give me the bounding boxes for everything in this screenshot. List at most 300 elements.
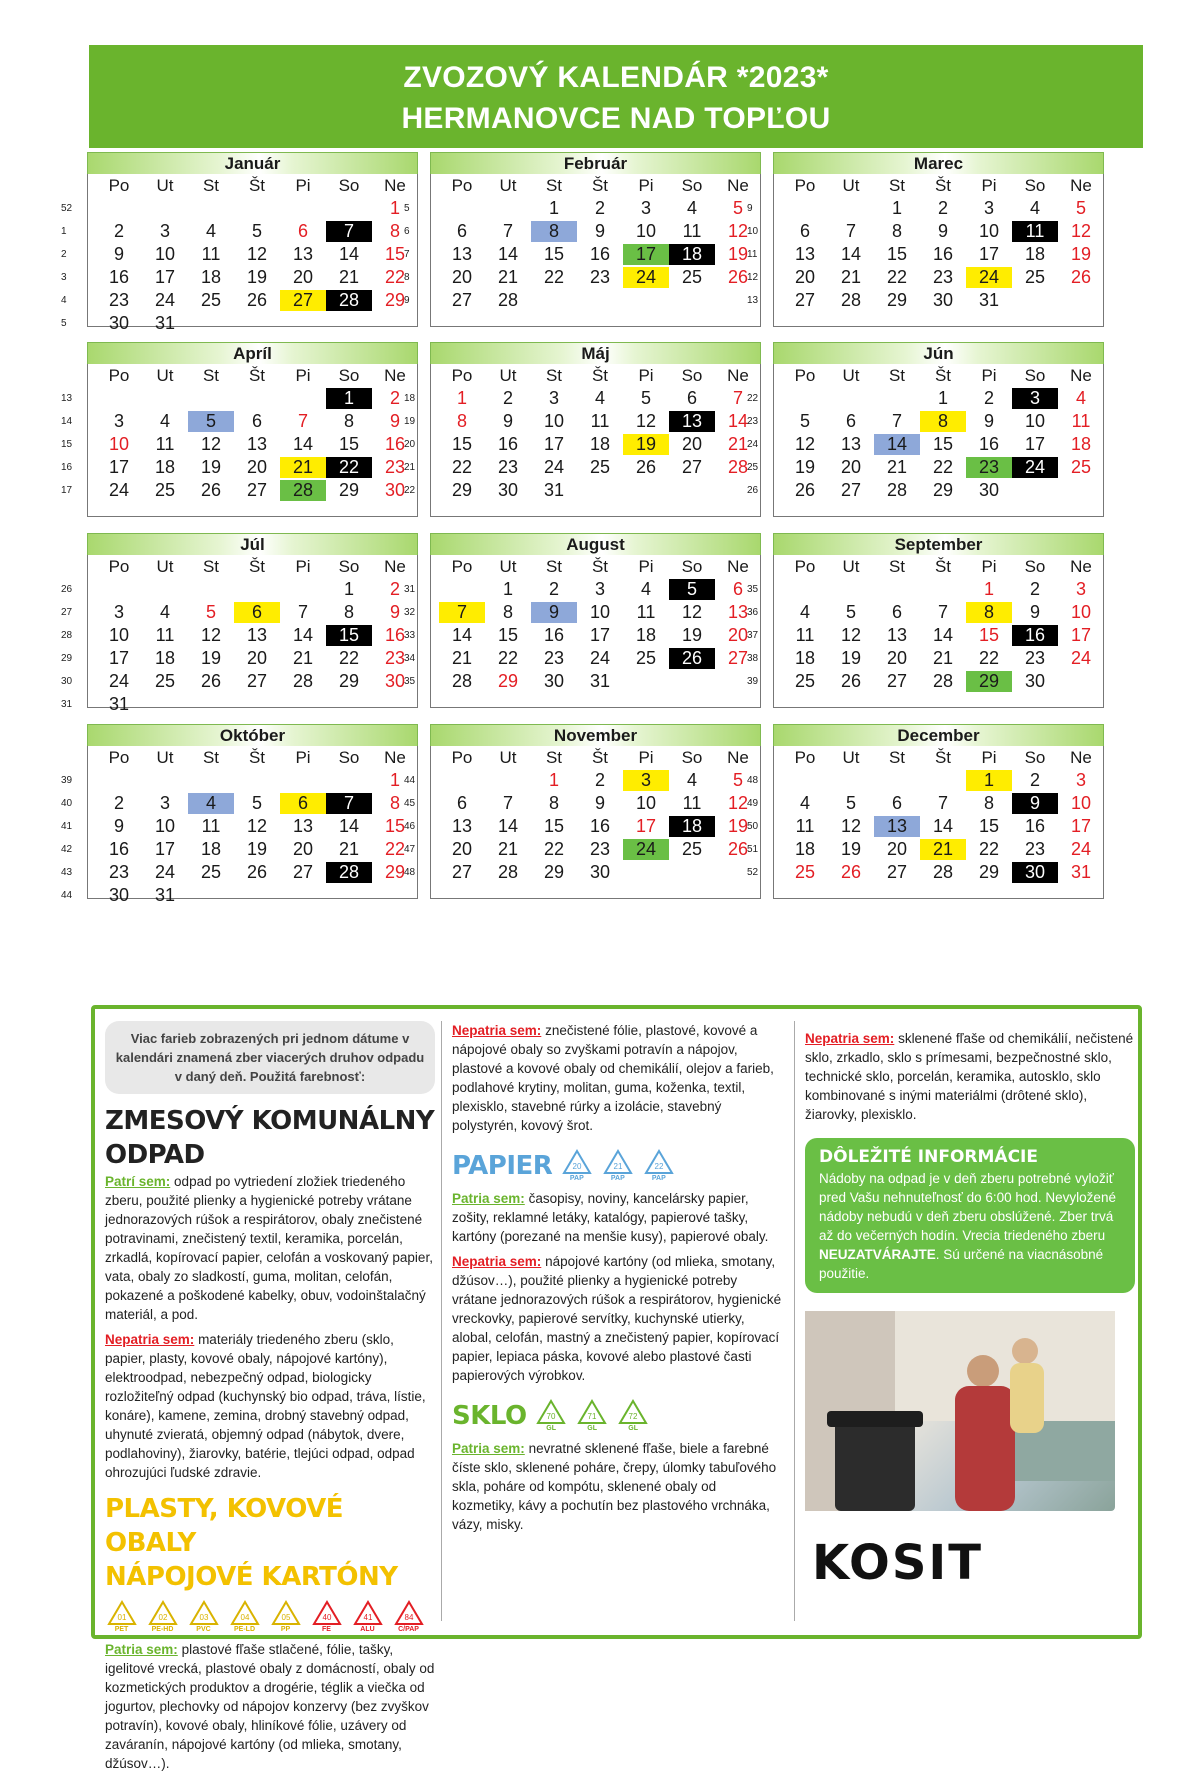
day-cell: 16 xyxy=(108,839,130,859)
weekday-label: Št xyxy=(248,557,266,576)
day-cell: 6 xyxy=(891,793,902,813)
week-row xyxy=(774,456,1103,479)
day-cell: 4 xyxy=(594,388,605,408)
day-cell: 13 xyxy=(246,434,268,454)
empty-cell xyxy=(234,579,280,600)
week-number: 17 xyxy=(61,485,73,496)
day-cell: 5 xyxy=(640,388,651,408)
empty-cell xyxy=(828,770,874,791)
day-cell: 6 xyxy=(732,579,743,599)
family-photo xyxy=(805,1311,1115,1511)
weekday-header-row xyxy=(88,555,417,578)
recycle-triangle-icon xyxy=(271,1600,301,1626)
day-cell: 2 xyxy=(113,221,124,241)
weekday-label: St xyxy=(888,366,906,385)
week-row xyxy=(88,601,417,624)
day-cell: 20 xyxy=(246,457,268,477)
day-cell: 14 xyxy=(932,816,954,836)
day-cell: 8 xyxy=(920,411,966,432)
day-cell: 27 xyxy=(727,648,749,668)
day-cell: 29 xyxy=(966,671,1012,692)
recycling-code-label: GL xyxy=(587,1425,597,1432)
day-cell: 11 xyxy=(155,625,175,645)
day-cell: 17 xyxy=(108,648,130,668)
empty-cell xyxy=(326,313,372,334)
week-row xyxy=(88,769,417,792)
day-cell: 15 xyxy=(543,816,565,836)
day-cell: 6 xyxy=(799,221,810,241)
day-cell: 25 xyxy=(794,862,816,882)
day-cell: 25 xyxy=(681,267,703,287)
day-cell: 10 xyxy=(978,221,1000,241)
weekday-label: Pi xyxy=(981,557,997,576)
komunal-heading xyxy=(105,1104,435,1172)
day-cell: 4 xyxy=(159,411,170,431)
day-cell: 24 xyxy=(966,267,1012,288)
day-cell: 26 xyxy=(727,839,749,859)
day-cell: 1 xyxy=(326,388,372,409)
empty-cell xyxy=(439,198,485,219)
day-cell: 21 xyxy=(920,839,966,860)
day-cell: 14 xyxy=(840,244,862,264)
week-row xyxy=(431,289,760,312)
weekday-label: Po xyxy=(108,176,130,195)
week-number: 11 xyxy=(747,249,758,260)
day-cell: 27 xyxy=(246,671,268,691)
komunal-heading-line1: ZMESOVÝ KOMUNÁLNY xyxy=(105,1106,435,1136)
day-cell: 23 xyxy=(497,457,519,477)
weekday-label: Pi xyxy=(981,748,997,767)
day-cell: 25 xyxy=(154,480,176,500)
day-cell: 3 xyxy=(594,579,605,599)
day-cell: 30 xyxy=(543,671,565,691)
recycle-triangle-icon xyxy=(230,1600,260,1626)
day-cell: 27 xyxy=(280,290,326,311)
day-cell: 15 xyxy=(978,816,1000,836)
month-grid xyxy=(87,174,418,333)
day-cell: 18 xyxy=(1070,434,1092,454)
weekday-label: Pi xyxy=(295,366,311,385)
day-cell: 8 xyxy=(983,793,994,813)
day-cell: 2 xyxy=(594,770,605,790)
day-cell: 1 xyxy=(502,579,513,599)
week-number: 49 xyxy=(747,798,759,809)
day-cell: 29 xyxy=(338,480,360,500)
recycling-code-number: 71 xyxy=(587,1412,597,1421)
allowed-label: Patria sem: xyxy=(452,1191,525,1206)
week-number: 31 xyxy=(404,584,416,595)
day-cell: 11 xyxy=(201,244,221,264)
week-row xyxy=(431,220,760,243)
empty-cell xyxy=(372,885,418,906)
week-row xyxy=(431,838,760,861)
empty-cell xyxy=(782,198,828,219)
week-row xyxy=(88,289,417,312)
weekday-label: Ut xyxy=(156,176,174,195)
day-cell: 5 xyxy=(845,793,856,813)
day-cell: 16 xyxy=(384,625,406,645)
week-row xyxy=(774,838,1103,861)
day-cell: 7 xyxy=(439,602,485,623)
day-cell: 23 xyxy=(108,290,130,310)
empty-cell xyxy=(1058,290,1104,311)
day-cell: 22 xyxy=(932,457,954,477)
week-number: 40 xyxy=(61,798,73,809)
day-cell: 5 xyxy=(799,411,810,431)
week-row xyxy=(431,624,760,647)
day-cell: 5 xyxy=(1075,198,1086,218)
day-cell: 13 xyxy=(727,602,749,622)
column-divider xyxy=(441,1021,442,1621)
day-cell: 26 xyxy=(200,480,222,500)
day-cell: 19 xyxy=(1070,244,1092,264)
week-row xyxy=(88,220,417,243)
day-cell: 17 xyxy=(978,244,1000,264)
weekday-label: Št xyxy=(591,748,609,767)
day-cell: 28 xyxy=(497,290,519,310)
day-cell: 20 xyxy=(794,267,816,287)
day-cell: 19 xyxy=(200,648,222,668)
day-cell: 13 xyxy=(874,816,920,837)
day-cell: 19 xyxy=(794,457,816,477)
day-cell: 7 xyxy=(326,221,372,242)
weekday-label: Št xyxy=(934,557,952,576)
papier-not-allowed-text: nápojové kartóny (od mlieka, smotany, džúsov…), použité plienky a hygienické potreby vrátane jednorazových rúšok a respirátorov, hygienické vreckovky, papierové servítky, kuchynské utierky, alobal, celofán, mastný a znečistený papier, kopírovací papier, lepiaca páska, kovové alebo plastové časti papierových výrobkov. xyxy=(452,1254,782,1383)
day-cell: 6 xyxy=(456,221,467,241)
weekday-label: Po xyxy=(794,557,816,576)
weekday-label: Ne xyxy=(1070,366,1092,385)
day-cell: 31 xyxy=(154,885,176,905)
day-cell: 3 xyxy=(159,793,170,813)
day-cell: 10 xyxy=(108,434,130,454)
weekday-header-row xyxy=(88,174,417,197)
recycling-code-icon xyxy=(392,1600,425,1634)
day-cell: 25 xyxy=(200,290,222,310)
day-cell: 5 xyxy=(205,602,216,622)
info-column-1 xyxy=(105,1009,435,1773)
day-cell: 15 xyxy=(497,625,519,645)
day-cell: 16 xyxy=(1012,625,1058,646)
day-cell: 9 xyxy=(983,411,994,431)
day-cell: 7 xyxy=(502,793,513,813)
day-cell: 11 xyxy=(590,411,610,431)
recycling-code-icon xyxy=(228,1600,261,1634)
month-grid xyxy=(773,174,1104,327)
recycle-triangle-icon xyxy=(312,1600,342,1626)
week-row xyxy=(431,387,760,410)
week-row xyxy=(431,479,760,502)
plasty-recycling-codes xyxy=(105,1600,425,1634)
weekday-label: Pi xyxy=(638,557,654,576)
weekday-label: Pi xyxy=(638,176,654,195)
day-cell: 13 xyxy=(292,816,314,836)
empty-cell xyxy=(188,313,234,334)
day-cell: 20 xyxy=(840,457,862,477)
month-name: Máj xyxy=(430,342,761,364)
day-cell: 5 xyxy=(732,770,743,790)
day-cell: 28 xyxy=(326,862,372,883)
sklo-heading: SKLO xyxy=(452,1401,527,1431)
empty-cell xyxy=(96,770,142,791)
day-cell: 12 xyxy=(635,411,657,431)
weekday-label: Pi xyxy=(638,748,654,767)
important-info-text xyxy=(819,1169,1121,1283)
day-cell: 4 xyxy=(188,793,234,814)
week-row xyxy=(431,243,760,266)
recycling-code-number: 04 xyxy=(240,1613,249,1622)
month-name: Február xyxy=(430,152,761,174)
empty-cell xyxy=(280,579,326,600)
month-grid xyxy=(430,746,761,899)
day-cell: 14 xyxy=(874,434,920,455)
weekday-label: Pi xyxy=(295,176,311,195)
week-number: 45 xyxy=(404,798,416,809)
day-cell: 30 xyxy=(384,671,406,691)
month-calendar xyxy=(747,342,1105,517)
week-row xyxy=(774,601,1103,624)
week-row xyxy=(431,456,760,479)
week-number: 10 xyxy=(747,226,759,237)
recycling-code-icon xyxy=(351,1600,384,1634)
day-cell: 30 xyxy=(978,480,1000,500)
day-cell: 11 xyxy=(636,602,656,622)
week-row xyxy=(774,197,1103,220)
week-number: 5 xyxy=(404,203,410,214)
day-cell: 22 xyxy=(978,839,1000,859)
recycle-triangle-icon xyxy=(536,1399,566,1425)
weekday-label: So xyxy=(1024,748,1046,767)
day-cell: 12 xyxy=(200,434,222,454)
weekday-label: Ne xyxy=(727,748,749,767)
week-number: 8 xyxy=(404,272,410,283)
day-cell: 16 xyxy=(384,434,406,454)
day-cell: 22 xyxy=(497,648,519,668)
empty-cell xyxy=(623,862,669,883)
day-cell: 16 xyxy=(978,434,1000,454)
weekday-header-row xyxy=(774,555,1103,578)
week-number: 3 xyxy=(61,272,67,283)
day-cell: 10 xyxy=(154,244,176,264)
day-cell: 28 xyxy=(280,480,326,501)
day-cell: 30 xyxy=(1024,671,1046,691)
day-cell: 17 xyxy=(108,457,130,477)
komunal-allowed-text: odpad po vytriedení zložiek triedeného zberu, použité plienky a hygienické potreby vrátane jednorazových rúšok a respirátorov, obaly znečistené potravinami, znečistený textil, keramika, porcelán, zrkadlá, kopírovací papier, celofán a voskovaný papier, vata, obaly zo sladkostí, guma, molitan, celofán, pokazené a poškodené kabelky, obuv, vodoinštalačný materiál, a pod. xyxy=(105,1174,433,1322)
plasty-heading xyxy=(105,1492,435,1594)
weekday-label: Št xyxy=(248,366,266,385)
month-grid xyxy=(773,746,1104,899)
day-cell: 26 xyxy=(840,862,862,882)
day-cell: 18 xyxy=(794,648,816,668)
empty-cell xyxy=(372,313,418,334)
day-cell: 1 xyxy=(548,198,559,218)
month-name: December xyxy=(773,724,1104,746)
empty-cell xyxy=(96,388,142,409)
day-cell: 26 xyxy=(200,671,222,691)
day-cell: 15 xyxy=(932,434,954,454)
recycling-code-number: 05 xyxy=(281,1613,290,1622)
recycling-code-number: 84 xyxy=(404,1613,413,1622)
day-cell: 11 xyxy=(1012,221,1058,242)
day-cell: 4 xyxy=(205,221,216,241)
month-calendar xyxy=(747,533,1105,708)
recycle-triangle-icon xyxy=(394,1600,424,1626)
weekday-label: Ne xyxy=(1070,748,1092,767)
day-cell: 20 xyxy=(292,267,314,287)
month-calendar xyxy=(747,152,1105,327)
day-cell: 14 xyxy=(338,816,360,836)
column-divider xyxy=(794,1021,795,1621)
day-cell: 3 xyxy=(113,411,124,431)
weekday-label: Ut xyxy=(842,366,860,385)
weekday-label: Ne xyxy=(384,366,406,385)
day-cell: 24 xyxy=(1070,648,1092,668)
day-cell: 15 xyxy=(543,244,565,264)
weekday-label: Št xyxy=(248,176,266,195)
day-cell: 15 xyxy=(384,244,406,264)
empty-cell xyxy=(669,480,715,501)
allowed-label: Patrí sem: xyxy=(105,1174,171,1189)
week-row xyxy=(88,861,417,884)
day-cell: 18 xyxy=(200,267,222,287)
sklo-allowed xyxy=(452,1439,782,1534)
week-number: 37 xyxy=(747,630,759,641)
weekday-label: St xyxy=(202,176,220,195)
recycling-code-label: PVC xyxy=(196,1626,211,1633)
month-calendar xyxy=(61,152,419,333)
weekday-label: Ut xyxy=(842,557,860,576)
empty-cell xyxy=(280,388,326,409)
day-cell: 13 xyxy=(886,625,908,645)
day-cell: 10 xyxy=(1024,411,1046,431)
day-cell: 3 xyxy=(640,198,651,218)
day-cell: 2 xyxy=(502,388,513,408)
day-cell: 26 xyxy=(246,862,268,882)
sklo-allowed-text: nevratné sklenené fľaše, biele a farebné číste sklo, sklenené poháre, črepy, úlomky tabuľového skla, poháre od kompótu, sklenené obaly od kozmetiky, kávy a pochutín bez plastového vrchnáka, vázy, misky. xyxy=(452,1441,777,1532)
day-cell: 27 xyxy=(794,290,816,310)
weekday-label: Pi xyxy=(638,366,654,385)
day-cell: 18 xyxy=(669,816,715,837)
day-cell: 15 xyxy=(886,244,908,264)
day-cell: 21 xyxy=(338,267,360,287)
day-cell: 11 xyxy=(155,434,175,454)
day-cell: 1 xyxy=(389,770,400,790)
day-cell: 24 xyxy=(543,457,565,477)
important-info-title: DÔLEŽITÉ INFORMÁCIE xyxy=(819,1147,1038,1167)
day-cell: 5 xyxy=(251,793,262,813)
recycling-code-label: FE xyxy=(322,1626,331,1633)
week-number: 13 xyxy=(747,295,759,306)
day-cell: 12 xyxy=(840,625,862,645)
day-cell: 10 xyxy=(635,221,657,241)
day-cell: 8 xyxy=(343,411,354,431)
empty-cell xyxy=(142,198,188,219)
day-cell: 27 xyxy=(886,862,908,882)
day-cell: 27 xyxy=(886,671,908,691)
day-cell: 25 xyxy=(154,671,176,691)
recycling-code-number: 02 xyxy=(158,1613,167,1622)
day-cell: 8 xyxy=(343,602,354,622)
week-number: 35 xyxy=(404,676,416,687)
week-row xyxy=(88,266,417,289)
empty-cell xyxy=(828,388,874,409)
week-row xyxy=(431,410,760,433)
day-cell: 4 xyxy=(686,770,697,790)
day-cell: 17 xyxy=(623,244,669,265)
day-cell: 9 xyxy=(502,411,513,431)
week-number: 52 xyxy=(61,203,73,214)
empty-cell xyxy=(326,770,372,791)
day-cell: 23 xyxy=(108,862,130,882)
day-cell: 12 xyxy=(727,793,749,813)
day-cell: 31 xyxy=(589,671,611,691)
month-grid xyxy=(87,364,418,517)
empty-cell xyxy=(234,388,280,409)
day-cell: 19 xyxy=(727,244,749,264)
important-info-text-b: . Sú určené na viacnásobné použitie. xyxy=(819,1247,1104,1281)
weekday-label: Ut xyxy=(499,557,517,576)
recycling-code-number: 40 xyxy=(322,1613,331,1622)
week-number: 9 xyxy=(404,295,410,306)
weekday-label: St xyxy=(888,557,906,576)
empty-cell xyxy=(782,388,828,409)
week-number: 9 xyxy=(747,203,753,214)
empty-cell xyxy=(874,770,920,791)
day-cell: 28 xyxy=(292,671,314,691)
day-cell: 12 xyxy=(246,244,268,264)
day-cell: 1 xyxy=(966,770,1012,791)
day-cell: 19 xyxy=(840,648,862,668)
month-calendar xyxy=(404,152,762,327)
day-cell: 8 xyxy=(389,793,400,813)
day-cell: 3 xyxy=(1075,770,1086,790)
weekday-label: Ne xyxy=(1070,176,1092,195)
empty-cell xyxy=(828,198,874,219)
month-calendar xyxy=(747,724,1105,899)
weekday-label: So xyxy=(338,176,360,195)
day-cell: 21 xyxy=(932,648,954,668)
day-cell: 30 xyxy=(384,480,406,500)
weekday-label: So xyxy=(681,748,703,767)
weekday-label: So xyxy=(338,748,360,767)
week-number: 22 xyxy=(747,393,759,404)
allowed-label: Patria sem: xyxy=(452,1441,525,1456)
not-allowed-label: Nepatria sem: xyxy=(805,1031,895,1046)
day-cell: 2 xyxy=(389,388,400,408)
recycling-code-icon xyxy=(269,1600,302,1634)
weekday-header-row xyxy=(431,746,760,769)
weekday-label: Ut xyxy=(499,748,517,767)
week-number: 41 xyxy=(61,821,73,832)
day-cell: 31 xyxy=(978,290,1000,310)
day-cell: 1 xyxy=(389,198,400,218)
empty-cell xyxy=(142,694,188,715)
day-cell: 28 xyxy=(840,290,862,310)
empty-cell xyxy=(142,770,188,791)
week-row xyxy=(774,769,1103,792)
recycle-triangle-icon xyxy=(644,1149,674,1175)
day-cell: 13 xyxy=(292,244,314,264)
day-cell: 6 xyxy=(297,221,308,241)
day-cell: 28 xyxy=(451,671,473,691)
day-cell: 20 xyxy=(451,839,473,859)
empty-cell xyxy=(280,885,326,906)
sklo-not-allowed-text: sklenené fľaše od chemikálií, nečistené sklo, zrkadlo, sklo s prímesami, bezpečnostné sklo, technické sklo, porcelán, keramika, autosklo, sklo kombinované s inými materiálmi (drôtené sklo), žiarovky, plexisklo. xyxy=(805,1031,1134,1122)
day-cell: 21 xyxy=(292,648,314,668)
weekday-label: Po xyxy=(451,176,473,195)
recycle-triangle-icon xyxy=(603,1149,633,1175)
empty-cell xyxy=(874,388,920,409)
plasty-not-allowed-text: znečistené fólie, plastové, kovové a nápojové obaly so zvyškami potravín a nápojov, plastové a kovové obaly od chemikálií, olejov a farieb, podlahové krytiny, molitan, guma, koženka, textil, plexisklo, stavebné rúrky a izolácie, stavebný polystyrén, kovový šrot. xyxy=(452,1023,774,1133)
